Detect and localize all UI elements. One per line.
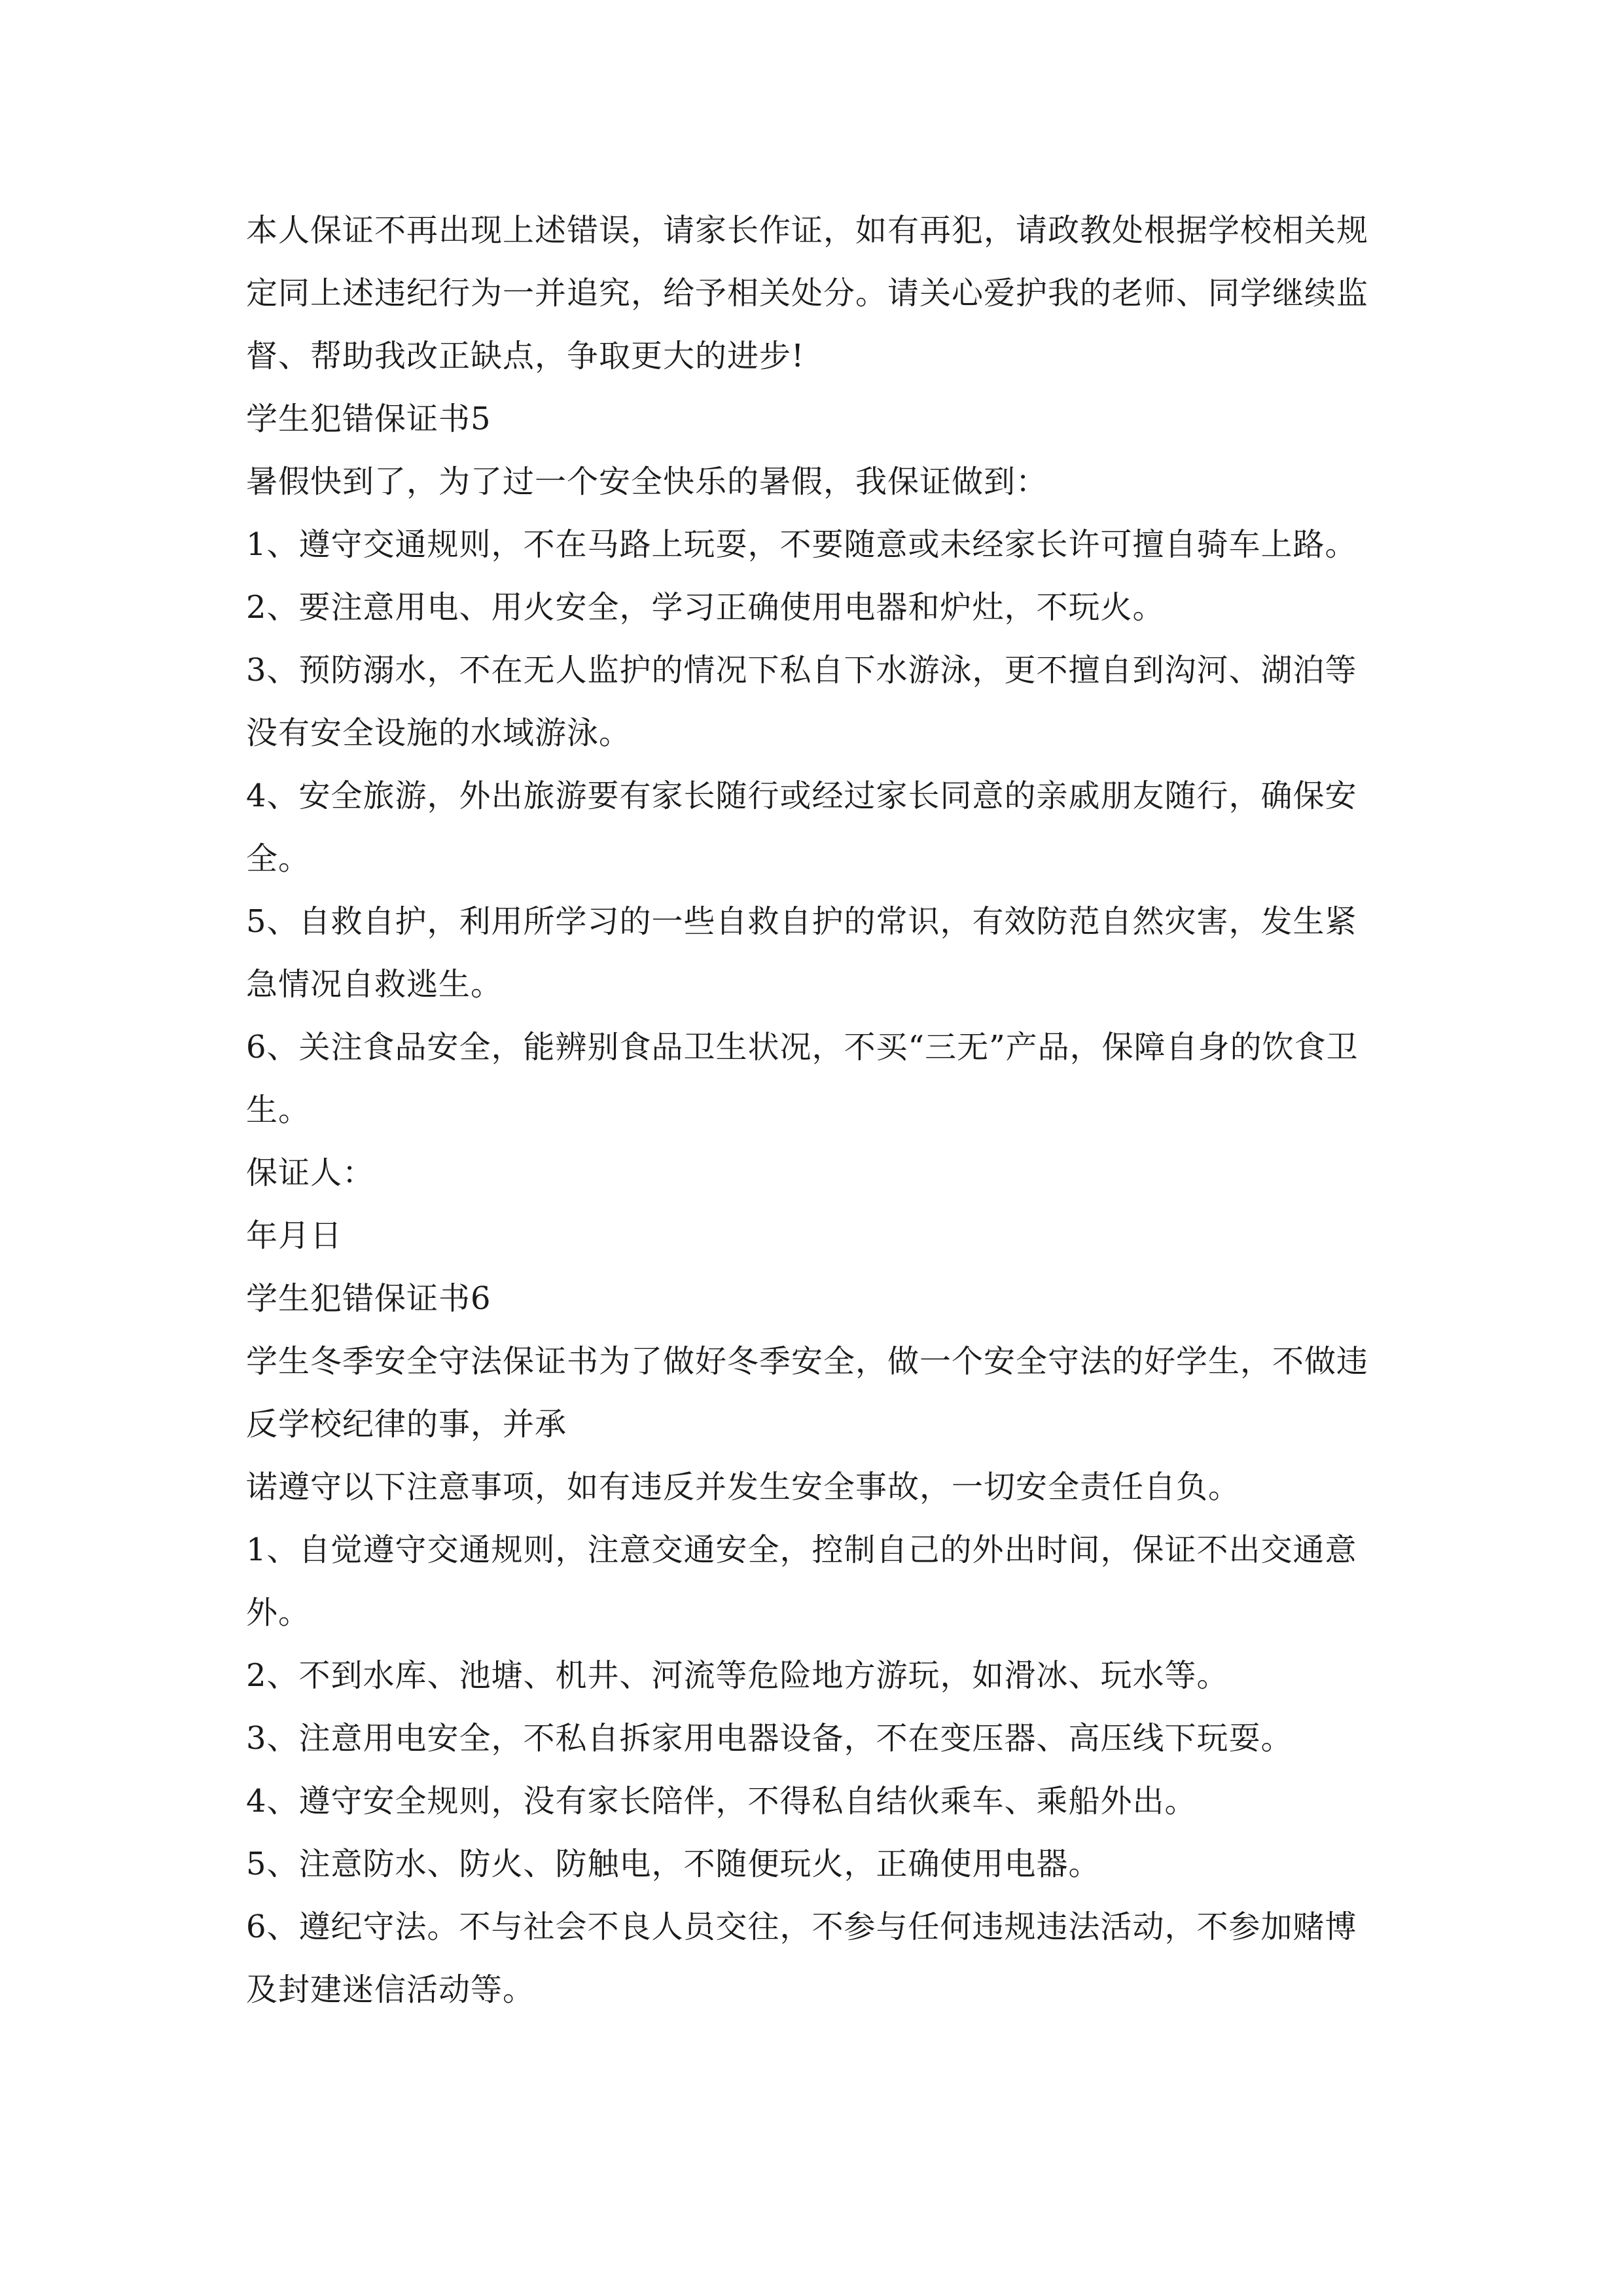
paragraph-summer-intro: 暑假快到了，为了过一个安全快乐的暑假，我保证做到： — [246, 463, 1048, 500]
list-item: 6、遵纪守法。不与社会不良人员交往，不参与任何违规违法活动，不参加赌博及封建迷信活动等。 — [246, 1909, 1357, 2008]
list-item: 1、遵守交通规则，不在马路上玩耍，不要随意或未经家长许可擅自骑车上路。 — [246, 526, 1357, 563]
list-item: 5、自救自护，利用所学习的一些自救自护的常识，有效防范自然灾害，发生紧急情况自救逃生。 — [246, 903, 1357, 1003]
list-item: 3、注意用电安全，不私自拆家用电器设备，不在变压器、高压线下玩耍。 — [246, 1720, 1293, 1757]
date-label: 年月日 — [246, 1217, 343, 1254]
list-item: 3、预防溺水，不在无人监护的情况下私自下水游泳，更不擅自到沟河、湖泊等没有安全设施的水域游泳。 — [246, 652, 1357, 751]
signature-label: 保证人： — [246, 1155, 375, 1191]
list-item: 5、注意防水、防火、防触电，不随便玩火，正确使用电器。 — [246, 1846, 1101, 1882]
paragraph-winter-intro: 学生冬季安全守法保证书为了做好冬季安全，做一个安全守法的好学生，不做违反学校纪律的事，并承 — [246, 1343, 1369, 1443]
section-title-5: 学生犯错保证书5 — [246, 401, 491, 437]
list-item: 2、不到水库、池塘、机井、河流等危险地方游玩，如滑冰、玩水等。 — [246, 1657, 1229, 1694]
list-item: 4、遵守安全规则，没有家长陪伴，不得私自结伙乘车、乘船外出。 — [246, 1783, 1197, 1820]
paragraph-guarantee-closing: 本人保证不再出现上述错误，请家长作证，如有再犯，请政教处根据学校相关规定同上述违纪行为一并追究，给予相关处分。请关心爱护我的老师、同学继续监督、帮助我改正缺点，争取更大的进步! — [246, 212, 1369, 374]
document-body — [246, 199, 1385, 2021]
list-item: 1、自觉遵守交通规则，注意交通安全，控制自己的外出时间，保证不出交通意外。 — [246, 1532, 1357, 1631]
section-title-6: 学生犯错保证书6 — [246, 1280, 491, 1317]
list-item: 2、要注意用电、用火安全，学习正确使用电器和炉灶，不玩火。 — [246, 589, 1165, 626]
paragraph-winter-intro-continued: 诺遵守以下注意事项，如有违反并发生安全事故，一切安全责任自负。 — [246, 1469, 1241, 1505]
list-item: 6、关注食品安全，能辨别食品卫生状况，不买“三无”产品，保障自身的饮食卫生。 — [246, 1029, 1359, 1128]
list-item: 4、安全旅游，外出旅游要有家长随行或经过家长同意的亲戚朋友随行，确保安全。 — [246, 778, 1357, 877]
